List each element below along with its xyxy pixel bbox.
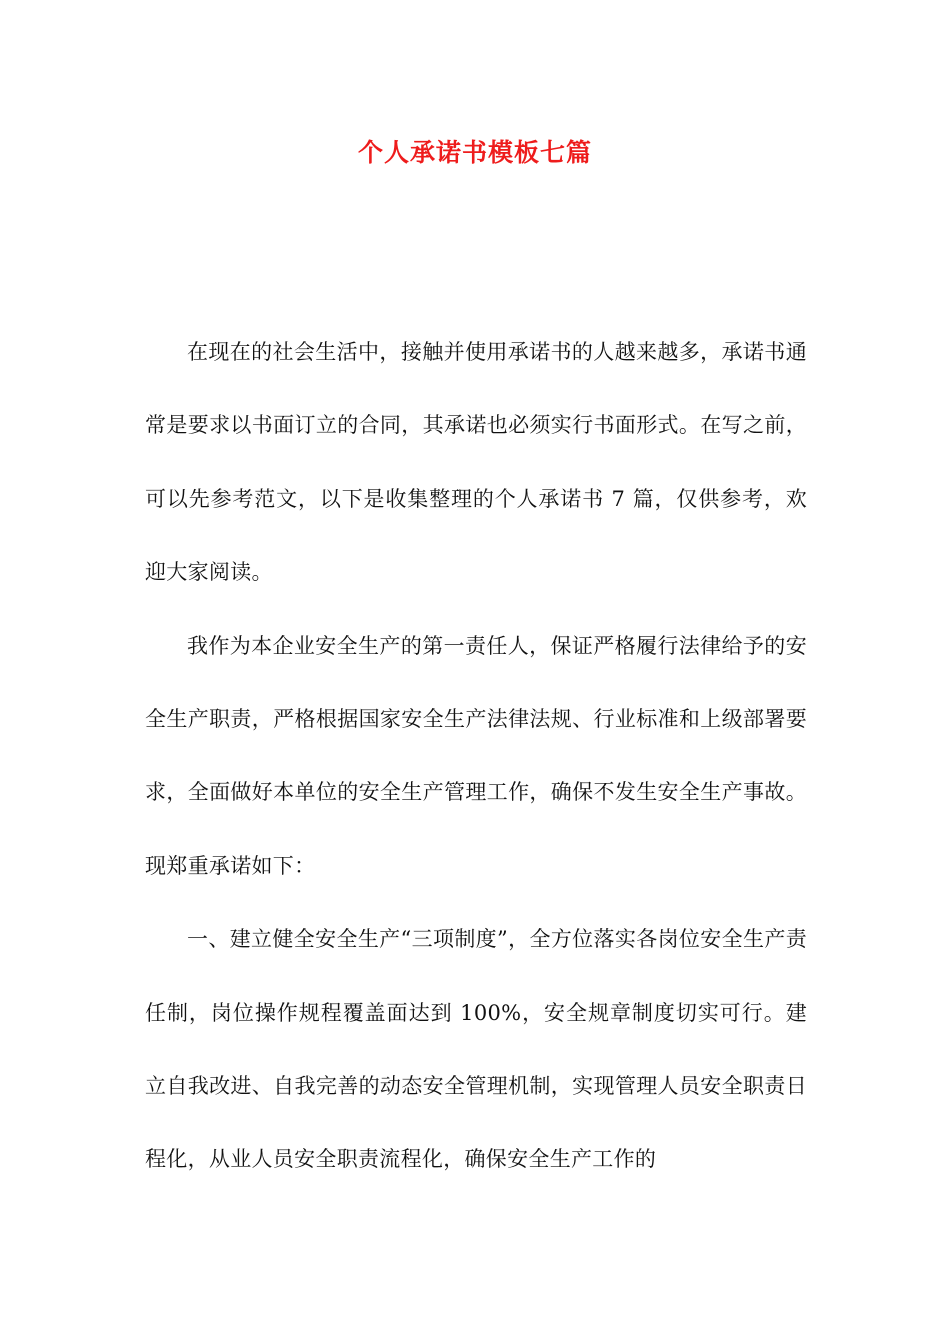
paragraph-item-one: 一、建立健全安全生产“三项制度”，全方位落实各岗位安全生产责任制，岗位操作规程覆盖面达到 100%，安全规章制度切实可行。建立自我改进、自我完善的动态安全管理机制，实现管理人员安全职责日程化，从业人员安全职责流程化，确保安全生产工作的 bbox=[145, 927, 807, 1172]
paragraph-intro: 在现在的社会生活中，接触并使用承诺书的人越来越多，承诺书通常是要求以书面订立的合同，其承诺也必须实行书面形式。在写之前，可以先参考范文，以下是收集整理的个人承诺书 7 篇，仅供参考，欢迎大家阅读。 bbox=[145, 340, 807, 585]
paragraph-commitment: 我作为本企业安全生产的第一责任人，保证严格履行法律给予的安全生产职责，严格根据国家安全生产法律法规、行业标准和上级部署要求，全面做好本单位的安全生产管理工作，确保不发生安全生产事故。现郑重承诺如下： bbox=[145, 633, 807, 878]
document-title: 个人承诺书模板七篇 bbox=[357, 138, 592, 167]
document-body bbox=[145, 316, 807, 1197]
